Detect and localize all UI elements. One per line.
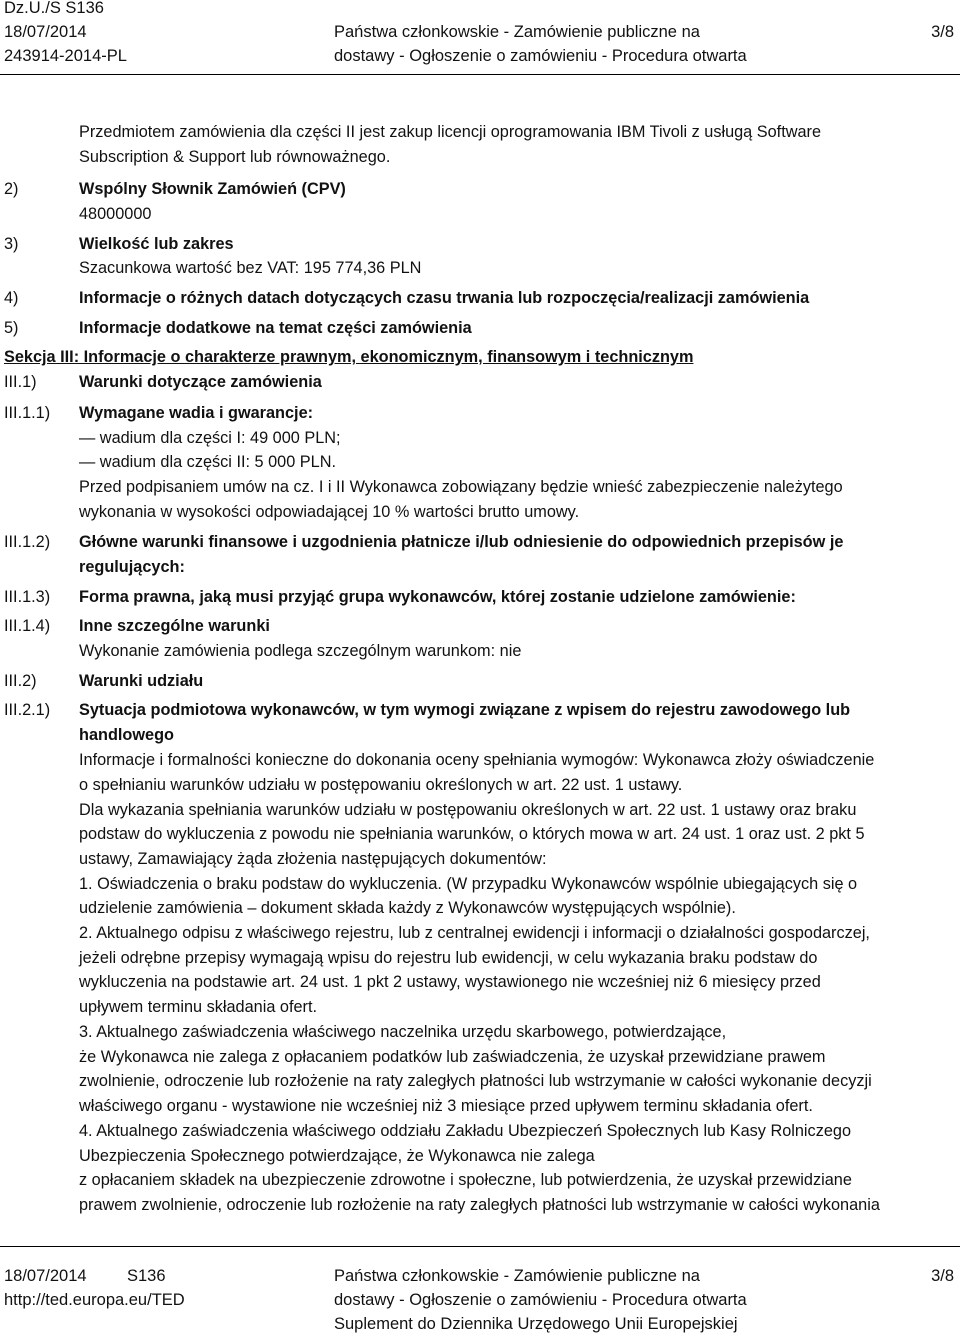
- participation-heading: Warunki udziału: [79, 672, 204, 690]
- item-number: 2): [4, 180, 19, 198]
- deposits-heading: Wymagane wadia i gwarancje:: [79, 404, 314, 422]
- other-conditions-value: Wykonanie zamówienia podlega szczególnym warunkom: nie: [79, 642, 522, 660]
- conditions-heading: Warunki dotyczące zamówienia: [79, 373, 322, 391]
- personal-situation-heading: handlowego: [79, 726, 174, 744]
- additional-info-heading: Informacje dodatkowe na temat części zamówienia: [79, 319, 472, 337]
- paragraph-line: 1. Oświadczenia o braku podstaw do wykluczenia. (W przypadku Wykonawców wspólnie ubiegających się o: [79, 875, 858, 893]
- section-title: Sekcja III: Informacje o charakterze prawnym, ekonomicznym, finansowym i technicznym: [4, 348, 694, 366]
- item-number: III.1.2): [4, 533, 51, 551]
- paragraph-line: o spełnianiu warunków udziału w postępowaniu określonych w art. 22 ust. 1 ustawy.: [79, 776, 683, 794]
- deposit-line: — wadium dla części I: 49 000 PLN;: [79, 429, 341, 447]
- intro-line: Przedmiotem zamówienia dla części II jest zakup licencji oprogramowania IBM Tivoli z usługą Software: [79, 123, 822, 141]
- deposit-line: Przed podpisaniem umów na cz. I i II Wykonawca zobowiązany będzie wnieść zabezpieczenie należytego: [79, 478, 843, 496]
- item-number: III.1): [4, 373, 37, 391]
- paragraph-line: że Wykonawca nie zalega z opłacaniem podatków lub zaświadczenia, że uzyskał przewidziane prawem: [79, 1048, 826, 1066]
- item-number: 4): [4, 289, 19, 307]
- item-number: III.2): [4, 672, 37, 690]
- paragraph-line: jeżeli odrębne przepisy wymagają wpisu do rejestru lub ewidencji, w celu wykazania braku podstaw do: [79, 949, 818, 967]
- item-number: III.2.1): [4, 701, 51, 719]
- cpv-heading: Wspólny Słownik Zamówień (CPV): [79, 180, 346, 198]
- header-title-line1: Państwa członkowskie - Zamówienie publiczne na: [334, 23, 700, 41]
- footer-title-line3: Suplement do Dziennika Urzędowego Unii Europejskiej: [334, 1315, 738, 1333]
- header-divider: [0, 74, 960, 75]
- item-number: 5): [4, 319, 19, 337]
- notice-ref: 243914-2014-PL: [4, 47, 127, 65]
- paragraph-line: z opłacaniem składek na ubezpieczenie zdrowotne i społeczne, lub potwierdzenia, że uzyskał przewidziane: [79, 1171, 852, 1189]
- other-conditions-heading: Inne szczególne warunki: [79, 617, 270, 635]
- header-date: 18/07/2014: [4, 23, 87, 41]
- paragraph-line: Informacje i formalności konieczne do dokonania oceny spełniania wymogów: Wykonawca złoży oświadczenie: [79, 751, 875, 769]
- paragraph-line: 2. Aktualnego odpisu z właściwego rejestru, lub z centralnej ewidencji i informacji o działalności gospodarczej,: [79, 924, 870, 942]
- estimated-value: Szacunkowa wartość bez VAT: 195 774,36 PLN: [79, 259, 422, 277]
- scope-heading: Wielkość lub zakres: [79, 235, 234, 253]
- paragraph-line: zwolnienie, odroczenie lub rozłożenie na raty zaległych płatności lub wstrzymanie w całości wykonanie decyzji: [79, 1072, 872, 1090]
- item-number: 3): [4, 235, 19, 253]
- cpv-code: 48000000: [79, 205, 152, 223]
- paragraph-line: udzielenie zamówienia – dokument składa każdy z Wykonawców występujących wspólnie).: [79, 899, 736, 917]
- intro-line: Subscription & Support lub równoważnego.: [79, 148, 391, 166]
- paragraph-line: 4. Aktualnego zaświadczenia właściwego oddziału Zakładu Ubezpieczeń Społecznych lub Kasy Rolniczego: [79, 1122, 851, 1140]
- footer-title-line1: Państwa członkowskie - Zamówienie publiczne na: [334, 1267, 700, 1285]
- financial-conditions-heading: Główne warunki finansowe i uzgodnienia płatnicze i/lub odniesienie do odpowiednich przepisów je: [79, 533, 844, 551]
- header-page-number: 3/8: [931, 23, 954, 41]
- item-number: III.1.4): [4, 617, 51, 635]
- footer-url-link[interactable]: http://ted.europa.eu/TED: [4, 1291, 185, 1309]
- footer-date: 18/07/2014: [4, 1267, 87, 1285]
- item-number: III.1.3): [4, 588, 51, 606]
- personal-situation-heading: Sytuacja podmiotowa wykonawców, w tym wymogi związane z wpisem do rejestru zawodowego lub: [79, 701, 851, 719]
- paragraph-line: Ubezpieczenia Społecznego potwierdzające, że Wykonawca nie zalega: [79, 1147, 595, 1165]
- footer-divider: [0, 1246, 960, 1247]
- deposit-line: — wadium dla części II: 5 000 PLN.: [79, 453, 336, 471]
- journal-ref: Dz.U./S S136: [4, 0, 104, 17]
- item-number: III.1.1): [4, 404, 51, 422]
- paragraph-line: podstaw do wykluczenia z powodu nie spełniania warunków, o których mowa w art. 24 ust. 1 oraz ust. 2 pkt 5: [79, 825, 865, 843]
- footer-page-number: 3/8: [931, 1267, 954, 1285]
- header-title-line2: dostawy - Ogłoszenie o zamówieniu - Procedura otwarta: [334, 47, 747, 65]
- paragraph-line: 3. Aktualnego zaświadczenia właściwego naczelnika urzędu skarbowego, potwierdzające,: [79, 1023, 727, 1041]
- dates-heading: Informacje o różnych datach dotyczących czasu trwania lub rozpoczęcia/realizacji zamówienia: [79, 289, 810, 307]
- paragraph-line: ustawy, Zamawiający żąda złożenia następujących dokumentów:: [79, 850, 547, 868]
- footer-title-line2: dostawy - Ogłoszenie o zamówieniu - Procedura otwarta: [334, 1291, 747, 1309]
- paragraph-line: wykluczenia na podstawie art. 24 ust. 1 pkt 2 ustawy, wystawionego nie wcześniej niż 6 miesięcy przed: [79, 973, 821, 991]
- legal-form-heading: Forma prawna, jaką musi przyjąć grupa wykonawców, której zostanie udzielone zamówienie:: [79, 588, 796, 606]
- footer-issue: S136: [127, 1267, 166, 1285]
- paragraph-line: Dla wykazania spełniania warunków udziału w postępowaniu określonych w art. 22 ust. 1 ustawy oraz braku: [79, 801, 857, 819]
- financial-conditions-heading: regulujących:: [79, 558, 185, 576]
- paragraph-line: upływem terminu składania ofert.: [79, 998, 317, 1016]
- deposit-line: wykonania w wysokości odpowiadającej 10 % wartości brutto umowy.: [79, 503, 580, 521]
- paragraph-line: właściwego organu - wystawione nie wcześniej niż 3 miesiące przed upływem terminu składania ofert.: [79, 1097, 813, 1115]
- paragraph-line: prawem zwolnienie, odroczenie lub rozłożenie na raty zaległych płatności lub wstrzymanie w całości wykonania: [79, 1196, 880, 1214]
